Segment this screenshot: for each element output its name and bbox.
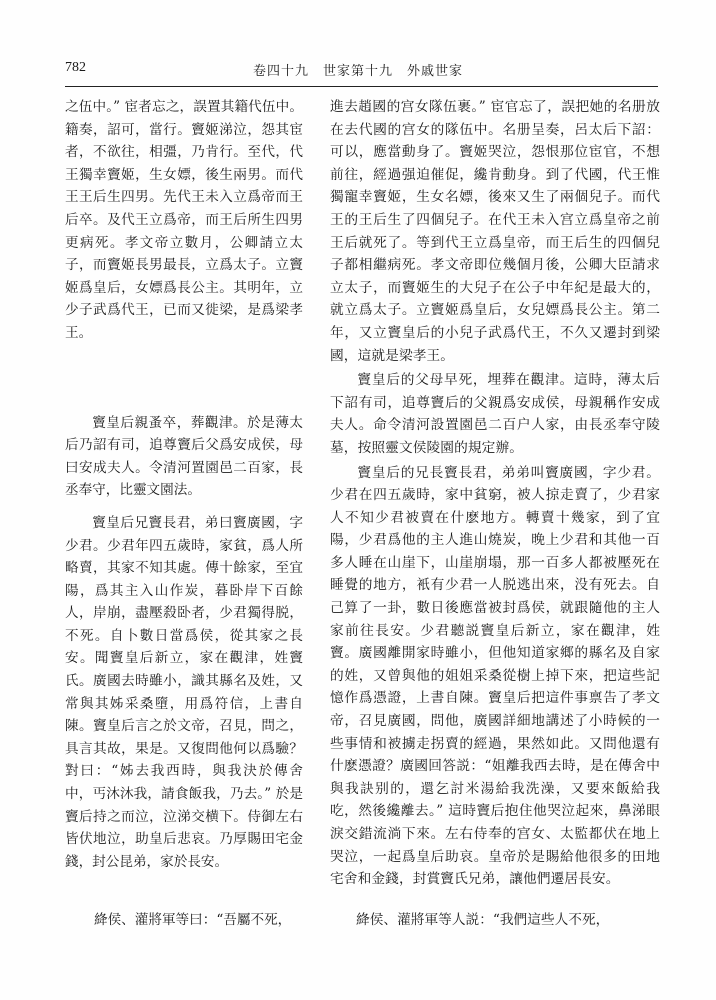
original-paragraph-2: 竇皇后親蚤卒，葬觀津。於是薄太后乃詔有司，追尊竇后父爲安成侯，母曰安成夫人。令清河置園邑二百家，長丞奉守，比靈文園法。 [65,414,303,499]
translation-paragraph-2: 竇皇后的父母早死，埋葬在觀津。這時，薄太后下詔有司，追尊竇后的父親爲安成侯，母親稱作安成夫人。命令清河設置園邑二百户人家，由長丞奉守陵墓，按照靈文侯陵園的規定辦。 [330,372,660,456]
original-paragraph-3: 竇皇后兄竇長君，弟曰竇廣國，字少君。少君年四五歲時，家貧，爲人所略賣，其家不知其處。傳十餘家，至宜陽，爲其主入山作炭，暮卧岸下百餘人，岸崩，盡壓殺卧者，少君獨得脱，不死。自卜數日當爲侯，從其家之長安。聞竇皇后新立，家在觀津，姓竇氏。廣國去時雖小，識其縣名及姓，又常與其姊采桑墮，用爲符信，上書自陳。竇皇后言之於文帝，召見，問之，具言其故，果是。又復問他何以爲驗？對曰：“姊去我西時，與我決於傳舍中，丐沐沐我，請食飯我，乃去。” 於是竇后持之而泣，泣涕交横下。侍御左右皆伏地泣，助皇后悲哀。乃厚賜田宅金錢，封公昆弟，家於長安。 [65,514,303,870]
original-paragraph-1: 之伍中。” 宦者忘之，誤置其籍代伍中。籍奏，詔可，當行。竇姬涕泣，怨其宦者，不欲往，相彊，乃肯行。至代，代王獨幸竇姬，生女嫖，後生兩男。而代王王后生四男。先代王未入立爲帝而王后卒。及代王立爲帝，而王后所生四男更病死。孝文帝立數月，公卿請立太子，而竇姬長男最長，立爲太子。立竇姬爲皇后，女嫖爲長公主。其明年，立少子武爲代王，已而又徙梁，是爲梁孝王。 [65,99,303,341]
running-head: 卷四十九 世家第十九 外戚世家 [252,64,463,79]
translation-paragraph-4: 絳侯、灌將軍等人説：“我們這些人不死， [356,912,610,928]
translation-column [330,96,660,891]
original-paragraph-4: 絳侯、灌將軍等曰：“吾屬不死， [94,912,292,928]
original-text-column [65,96,303,873]
header-rule [65,86,658,87]
translation-paragraph-3: 竇皇后的兄長竇長君，弟弟叫竇廣國，字少君。少君在四五歲時，家中貧窮，被人掠走賣了，少君家人不知少君被賣在什麽地方。轉賣十幾家，到了宜陽，少君爲他的主人進山燒炭，晚上少君和其他一百多人睡在山崖下，山崖崩塌，那一百多人都被壓死在睡覺的地方，衹有少君一人脱逃出來，没有死去。自己算了一卦，數日後應當被封爲侯，就跟隨他的主人家前往長安。少君聽説竇皇后新立，家在觀津，姓竇。廣國離開家時雖小，但他知道家鄉的縣名及自家的姓，又曾與他的姐姐采桑從樹上掉下來，把這些記憶作爲憑證，上書自陳。竇皇后把這件事禀告了孝文帝，召見廣國，問他，廣國詳細地講述了小時候的一些事情和被擄走拐賣的經過，果然如此。又問他還有什麽憑證？廣國回答説：“姐離我西去時，是在傳舍中與我訣别的，還乞討米湯給我洗澡，又要來飯給我吃，然後纔離去。” 這時竇后抱住他哭泣起來，鼻涕眼淚交錯流淌下來。左右侍奉的宫女、太監都伏在地上哭泣，一起爲皇后助哀。皇帝於是賜給他很多的田地宅舍和金錢，封賞竇氏兄弟，讓他們遷居長安。 [330,464,660,888]
translation-paragraph-1: 進去趙國的宫女隊伍裹。” 宦官忘了，誤把她的名册放在去代國的宫女的隊伍中。名册呈奏，呂太后下詔：可以，應當動身了。竇姬哭泣，怨恨那位宦官，不想前往，經過强迫催促，纔肯動身。到了代國，代王惟獨寵幸竇姬，生女名嫖，後來又生了兩個兒子。而代王的王后生了四個兒子。在代王未入宫立爲皇帝之前王后就死了。等到代王立爲皇帝，而王后生的四個兒子都相繼病死。孝文帝即位幾個月後，公卿大臣請求立太子，而竇姬生的大兒子在公子中年紀是最大的，就立爲太子。立竇姬爲皇后，女兒嫖爲長公主。第二年，又立竇皇后的小兒子武爲代王，不久又遷封到梁國，這就是梁孝王。 [330,99,660,364]
page-number: 782 [65,60,86,75]
